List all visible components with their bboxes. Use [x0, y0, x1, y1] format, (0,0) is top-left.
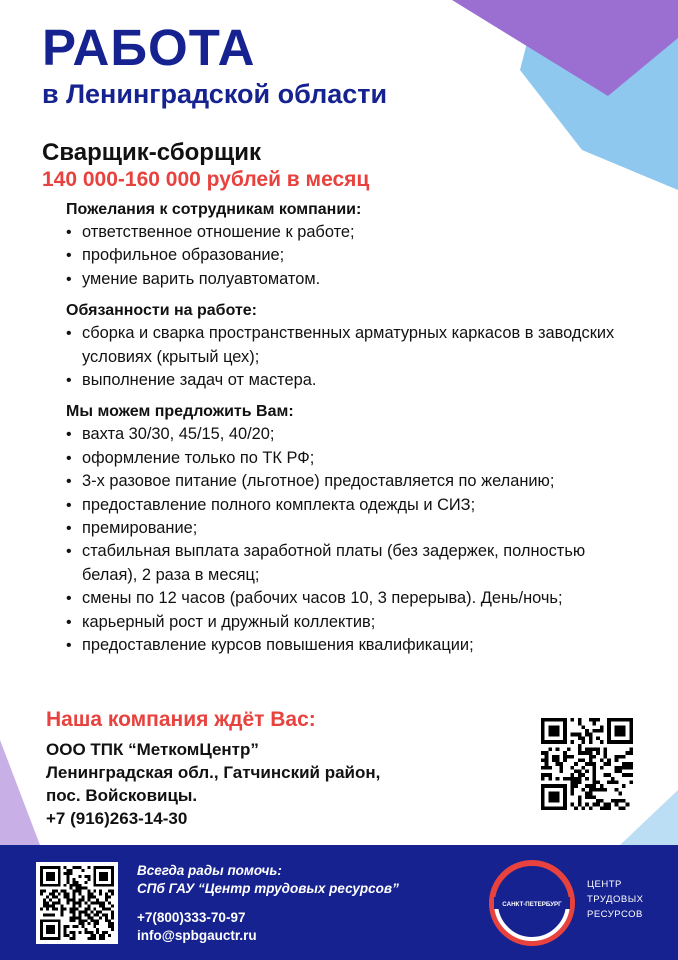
salary: 140 000-160 000 рублей в месяц: [42, 168, 370, 191]
ctr-logo-text: [587, 877, 643, 922]
page-title: РАБОТА: [42, 19, 256, 76]
footer-help-line: Всегда рады помочь:: [137, 863, 282, 878]
footer-email[interactable]: info@spbgauctr.ru: [137, 928, 257, 943]
company-address: Ленинградская обл., Гатчинский район,: [46, 763, 381, 782]
logo-text-line: РЕСУРСОВ: [587, 909, 643, 920]
list-item: • смены по 12 часов (рабочих часов 10, 3 перерыва). День/ночь;: [66, 587, 626, 610]
list-item: • выполнение задач от мастера.: [66, 369, 626, 392]
list-item: • умение варить полуавтоматом.: [66, 268, 626, 291]
page-subtitle: в Ленинградской области: [42, 79, 388, 109]
section-duties: [66, 300, 626, 392]
list-item: • сборка и сварка пространственных арматурных каркасов в заводских условиях (крытый цех);: [66, 322, 626, 369]
section-heading: Обязанности на работе:: [66, 302, 257, 320]
list-item: • карьерный рост и дружный коллектив;: [66, 611, 626, 634]
footer-contacts: [137, 862, 399, 945]
list-item: • оформление только по ТК РФ;: [66, 447, 626, 470]
list-item: • ответственное отношение к работе;: [66, 221, 626, 244]
list-item: • профильное образование;: [66, 244, 626, 267]
company-address: пос. Войсковицы.: [46, 786, 198, 805]
footer-qr-code[interactable]: [36, 862, 118, 944]
job-sections: [66, 199, 626, 667]
footer: [0, 845, 678, 960]
ctr-logo: [488, 859, 576, 947]
company-name: ООО ТПК “МеткомЦентр”: [46, 740, 259, 759]
footer-org: СПб ГАУ “Центр трудовых ресурсов”: [137, 881, 399, 896]
section-offer: [66, 401, 626, 657]
list-item: • премирование;: [66, 517, 626, 540]
qr-code[interactable]: [541, 718, 633, 810]
job-title: Сварщик-сборщик: [42, 139, 261, 166]
company-heading: Наша компания ждёт Вас:: [46, 708, 316, 731]
section-heading: Мы можем предложить Вам:: [66, 403, 294, 421]
logo-text-line: ЦЕНТР: [587, 879, 622, 890]
list-item: • стабильная выплата заработной платы (без задержек, полностью белая), 2 раза в месяц;: [66, 540, 626, 587]
section-requirements: [66, 199, 626, 291]
company-info: [46, 738, 466, 830]
logo-text-line: ТРУДОВЫХ: [587, 894, 644, 905]
logo-ring-text: САНКТ-ПЕТЕРБУРГ: [502, 901, 562, 908]
list-item: • вахта 30/30, 45/15, 40/20;: [66, 423, 626, 446]
list-item: • предоставление курсов повышения квалификации;: [66, 634, 626, 657]
section-heading: Пожелания к сотрудникам компании:: [66, 201, 362, 218]
footer-phone[interactable]: +7(800)333-70-97: [137, 910, 246, 925]
list-item: • 3-х разовое питание (льготное) предоставляется по желанию;: [66, 470, 626, 493]
company-phone[interactable]: +7 (916)263-14-30: [46, 809, 188, 828]
list-item: • предоставление полного комплекта одежды и СИЗ;: [66, 494, 626, 517]
